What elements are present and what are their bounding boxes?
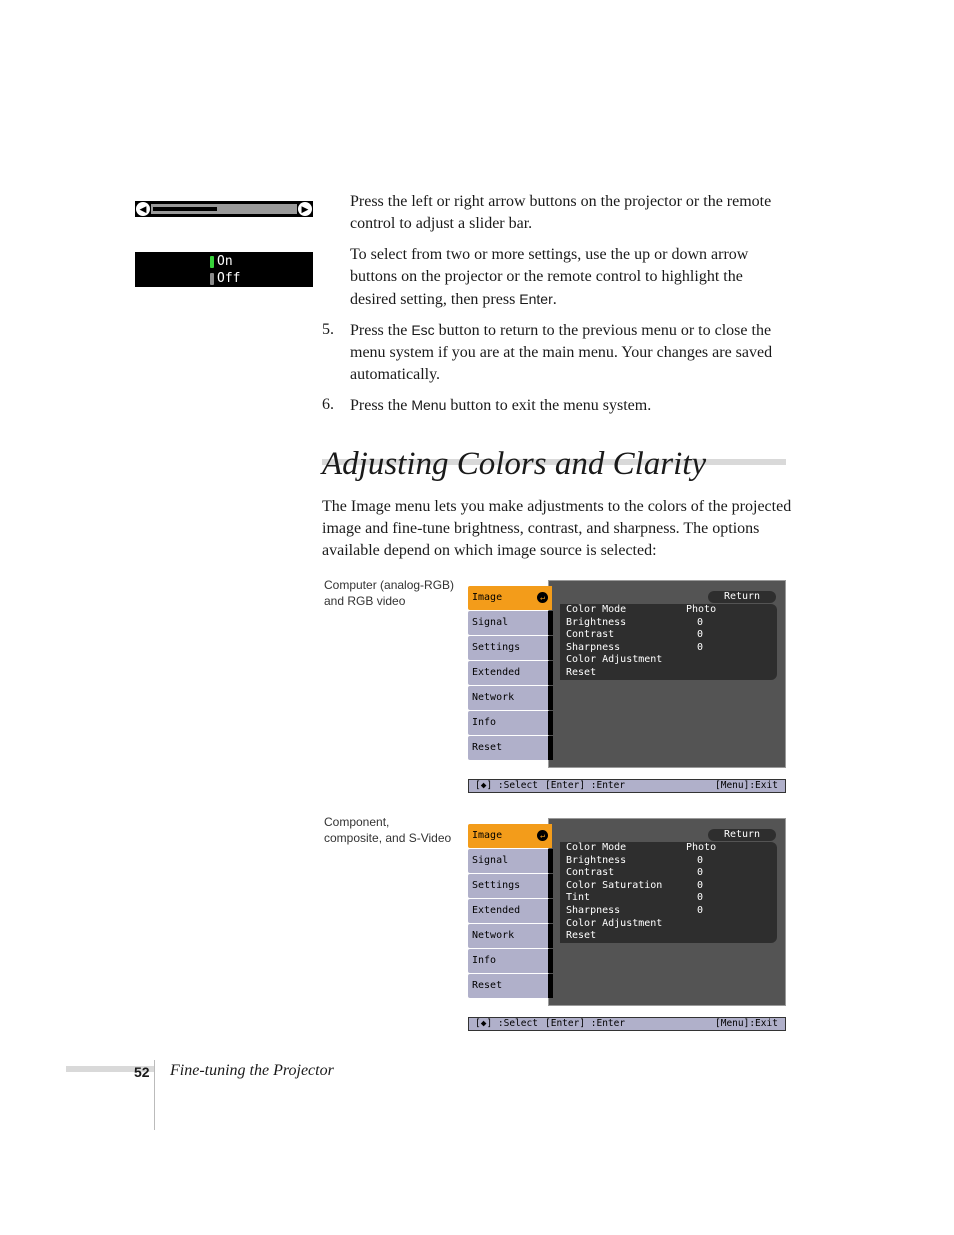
menu-item-value: 0: [697, 892, 704, 904]
return-button[interactable]: Return: [708, 829, 776, 841]
tab-edge: [548, 711, 553, 735]
menu-tab-image[interactable]: [468, 824, 552, 848]
menu-tab-signal[interactable]: [468, 611, 552, 635]
tab-edge: [548, 974, 553, 998]
on-indicator-icon: [210, 256, 214, 268]
help-exit: [Menu]:Exit: [715, 780, 778, 791]
menu-item-label: Reset: [566, 666, 597, 678]
image-menu-video: [468, 818, 786, 1006]
menu-tab-label: Reset: [472, 742, 503, 753]
menu-item[interactable]: [560, 855, 777, 868]
menu-item[interactable]: [560, 880, 777, 893]
menu2-caption: [324, 814, 451, 846]
menu-tab-label: Info: [472, 717, 497, 728]
menu-tab-extended[interactable]: [468, 661, 552, 685]
off-indicator-icon: [210, 273, 214, 285]
slider-instructions: Press the left or right arrow buttons on the projector or the remote control to adjust a slider bar.: [350, 193, 772, 232]
menu-tab-extended[interactable]: [468, 899, 552, 923]
menu-item[interactable]: [560, 905, 777, 918]
on-option: [210, 254, 233, 270]
menu-item-label: Contrast: [566, 867, 615, 879]
enter-key-name: Enter: [519, 291, 553, 307]
menu-item-label: Color Saturation: [566, 879, 663, 891]
menu-tab-network[interactable]: [468, 924, 552, 948]
slider-left-arrow-icon: ◀: [136, 202, 150, 216]
section-intro: The Image menu lets you make adjustments to the colors of the projected image and fine-tune brightness, contrast, and sharpness. The options available depend on which image source is selected:: [322, 498, 792, 559]
slider-right-arrow-icon: ▶: [298, 202, 312, 216]
image-menu-rgb: [468, 580, 786, 768]
menu-item-value: 0: [697, 616, 704, 628]
slider-bar-illustration: [135, 201, 313, 217]
menu-item[interactable]: [560, 642, 777, 655]
menu-item-label: Brightness: [566, 616, 627, 628]
return-button[interactable]: Return: [708, 591, 776, 603]
menu-tab-label: Signal: [472, 855, 509, 866]
section-heading: Adjusting Colors and Clarity: [322, 446, 707, 482]
step-6-post: button to exit the menu system.: [446, 397, 652, 414]
menu-tab-label: Image: [472, 830, 503, 841]
tab-edge: [548, 924, 553, 948]
menu-item-value: Photo: [686, 604, 717, 615]
menu-tab-info[interactable]: [468, 949, 552, 973]
off-option: [210, 271, 240, 287]
step-6-pre: Press the: [350, 397, 412, 414]
select-text-end: .: [552, 291, 557, 308]
menu-item[interactable]: [560, 667, 777, 680]
step-6-number: 6.: [322, 396, 334, 413]
menu-item-label: Tint: [566, 892, 591, 904]
tab-edge: [548, 636, 553, 660]
menu-tab-label: Extended: [472, 905, 521, 916]
select-instructions: [350, 244, 790, 311]
menu-tab-label: Network: [472, 692, 515, 703]
tab-edge: [548, 686, 553, 710]
menu-tab-label: Settings: [472, 880, 521, 891]
menu1-caption-line1: Computer (analog-RGB): [324, 578, 455, 592]
select-text: To select from two or more settings, use the up or down arrow buttons on the projector or the remote control to highlight the desired setting, then press: [350, 246, 749, 308]
tab-edge: [548, 736, 553, 760]
menu-item[interactable]: [560, 930, 777, 943]
menu-tab-settings[interactable]: [468, 636, 552, 660]
menu-tab-label: Extended: [472, 667, 521, 678]
menu-tab-label: Settings: [472, 642, 521, 653]
step-5-number: 5.: [322, 321, 334, 338]
chapter-title: Fine-tuning the Projector: [170, 1062, 334, 1079]
enter-icon: ↵: [537, 830, 548, 841]
tab-edge: [548, 949, 553, 973]
menu-item-label: Sharpness: [566, 641, 621, 653]
menu-item-label: Contrast: [566, 629, 615, 641]
help-select: [◆] :Select: [475, 1018, 538, 1029]
menu-item[interactable]: [560, 617, 777, 630]
off-label: Off: [217, 271, 241, 286]
menu-item-label: Sharpness: [566, 904, 621, 916]
help-exit: [Menu]:Exit: [715, 1018, 778, 1029]
menu-item-label: Brightness: [566, 854, 627, 866]
menu1-help-bar: [468, 779, 786, 793]
esc-key-name: Esc: [411, 322, 435, 338]
menu-item-label: Reset: [566, 930, 597, 942]
menu-key-name: Menu: [411, 397, 447, 413]
menu-tab-settings[interactable]: [468, 874, 552, 898]
menu-item-value: 0: [697, 879, 704, 891]
menu-item-value: 0: [697, 641, 704, 653]
enter-icon: ↵: [537, 592, 548, 603]
menu-tab-signal[interactable]: [468, 849, 552, 873]
on-label: On: [217, 254, 233, 269]
help-select: [◆] :Select: [475, 780, 538, 791]
menu-item-value: 0: [697, 629, 704, 641]
menu1-caption: [324, 577, 454, 609]
menu-item-value: 0: [697, 904, 704, 916]
menu-item[interactable]: [560, 918, 777, 931]
help-enter: [Enter] :Enter: [545, 780, 626, 791]
menu-tab-label: Info: [472, 955, 497, 966]
help-enter: [Enter] :Enter: [545, 1018, 626, 1029]
step-5-post: button to return to the previous menu or to close the menu system if you are at the main menu. Your changes are saved automatically.: [350, 322, 773, 383]
tab-edge: [548, 611, 553, 635]
menu-tab-label: Signal: [472, 617, 509, 628]
menu-item-label: Color Mode: [566, 842, 627, 853]
menu-tab-label: Network: [472, 930, 515, 941]
menu2-caption-line1: Component,: [324, 815, 390, 829]
menu-tab-reset[interactable]: [468, 974, 552, 998]
menu-item-label: Color Adjustment: [566, 917, 663, 929]
menu-item-value: 0: [697, 867, 704, 879]
tab-edge: [548, 849, 553, 873]
menu-item-list: [560, 604, 777, 680]
menu-item[interactable]: [560, 629, 777, 642]
menu-tab-reset[interactable]: [468, 736, 552, 760]
step-5-text: [350, 319, 790, 386]
menu2-caption-line2: composite, and S-Video: [324, 831, 452, 845]
menu-item[interactable]: [560, 654, 777, 667]
menu-item[interactable]: [560, 867, 777, 880]
slider-fill: [153, 207, 217, 211]
menu-item[interactable]: [560, 892, 777, 905]
menu-tab-label: Image: [472, 592, 503, 603]
tab-edge: [548, 661, 553, 685]
menu-tab-image[interactable]: [468, 586, 552, 610]
menu-tab-network[interactable]: [468, 686, 552, 710]
page-number: 52: [134, 1064, 150, 1080]
menu-item-value: Photo: [686, 842, 717, 853]
menu-item-value: 0: [697, 854, 704, 866]
onoff-setting-illustration: [135, 252, 313, 287]
tab-edge: [548, 874, 553, 898]
menu-item-list: [560, 842, 777, 943]
menu-tab-label: Reset: [472, 980, 503, 991]
footer-divider: [154, 1060, 155, 1130]
menu-item[interactable]: [560, 842, 777, 855]
menu-tab-info[interactable]: [468, 711, 552, 735]
menu2-help-bar: [468, 1017, 786, 1031]
tab-edge: [548, 899, 553, 923]
menu1-caption-line2: and RGB video: [324, 594, 406, 608]
step-5-pre: Press the: [350, 322, 412, 339]
menu-item-label: Color Mode: [566, 604, 627, 615]
slider-inner: [151, 204, 297, 214]
menu-item-label: Color Adjustment: [566, 654, 663, 666]
menu-item[interactable]: [560, 604, 777, 617]
step-6-text: [350, 394, 790, 417]
